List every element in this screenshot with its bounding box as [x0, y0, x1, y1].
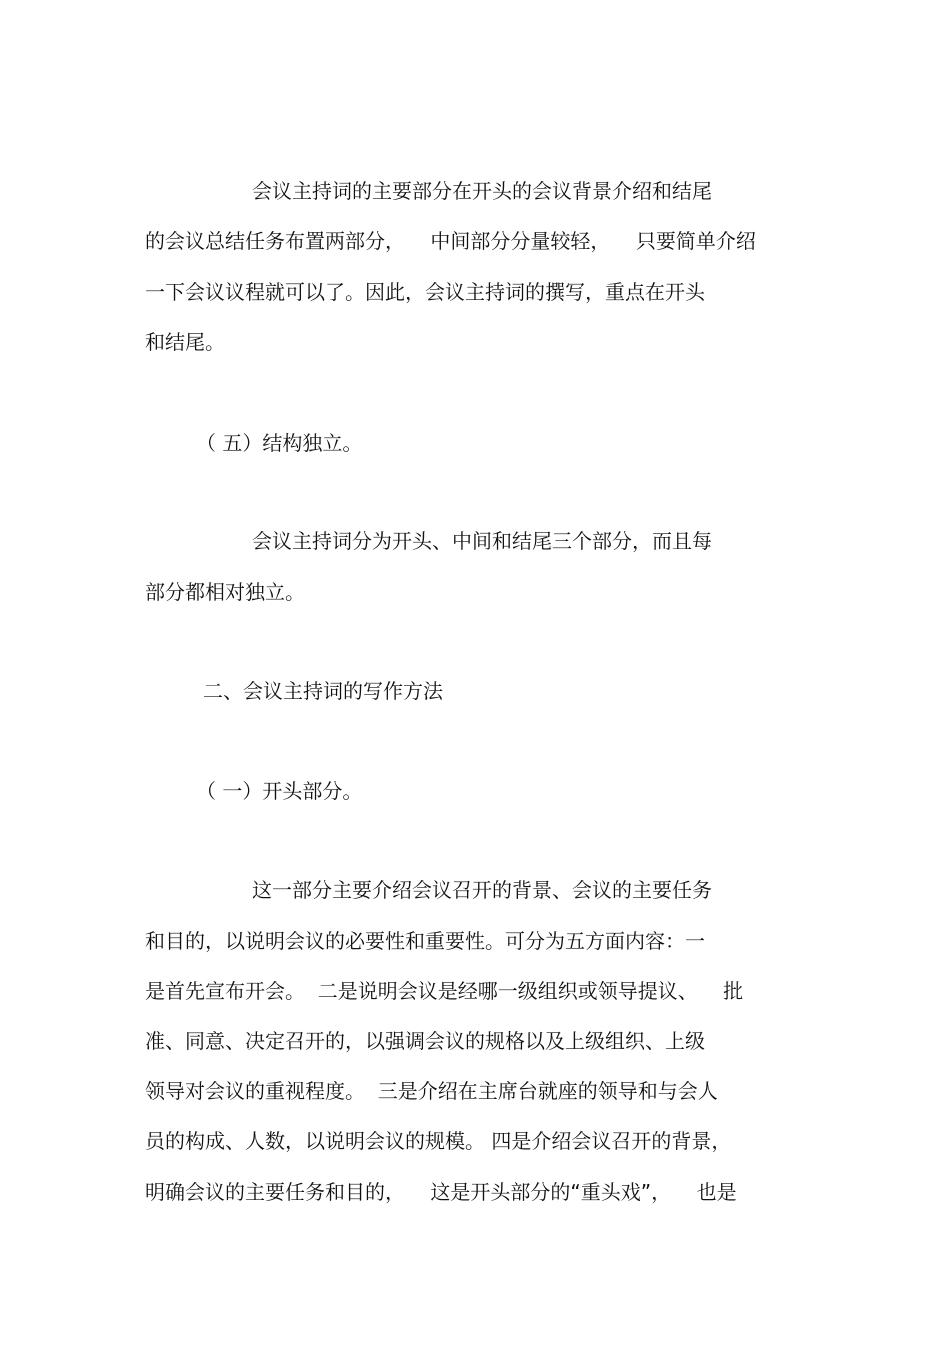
paragraph-2-line-2: 部分都相对独立。 — [145, 580, 305, 604]
paragraph-3-line-5: 领导对会议的重视程度。 三是介绍在主席台就座的领导和与会人 — [145, 1079, 718, 1103]
paragraph-1-line-2: 的会议总结任务布置两部分， 中间部分分量较轻， 只要简单介绍 — [145, 229, 756, 253]
paragraph-3-line-4: 准、同意、决定召开的，以强调会议的规格以及上级组织、上级 — [145, 1029, 705, 1053]
paragraph-1-line-3: 一下会议议程就可以了。因此，会议主持词的撰写，重点在开头 — [145, 280, 705, 304]
paragraph-3-line-1: 这一部分主要介绍会议召开的背景、会议的主要任务 — [252, 878, 712, 902]
subheading-one: （ 一）开头部分。 — [196, 779, 363, 803]
paragraph-1-line-1: 会议主持词的主要部分在开头的会议背景介绍和结尾 — [252, 179, 712, 203]
paragraph-3-line-3: 是首先宣布开会。 二是说明会议是经哪一级组织或领导提议、 批 — [145, 979, 744, 1003]
paragraph-1-line-4: 和结尾。 — [145, 330, 225, 354]
subheading-five: （ 五）结构独立。 — [196, 431, 363, 455]
section-heading: 二、会议主持词的写作方法 — [203, 679, 443, 703]
paragraph-3-line-6: 员的构成、人数，以说明会议的规模。 四是介绍会议召开的背景， — [145, 1129, 732, 1153]
paragraph-3-line-2: 和目的，以说明会议的必要性和重要性。可分为五方面内容：一 — [145, 929, 705, 953]
paragraph-2-line-1: 会议主持词分为开头、中间和结尾三个部分，而且每 — [252, 529, 712, 553]
paragraph-3-line-7: 明确会议的主要任务和目的， 这是开头部分的“重头戏”， 也是 — [145, 1180, 737, 1204]
